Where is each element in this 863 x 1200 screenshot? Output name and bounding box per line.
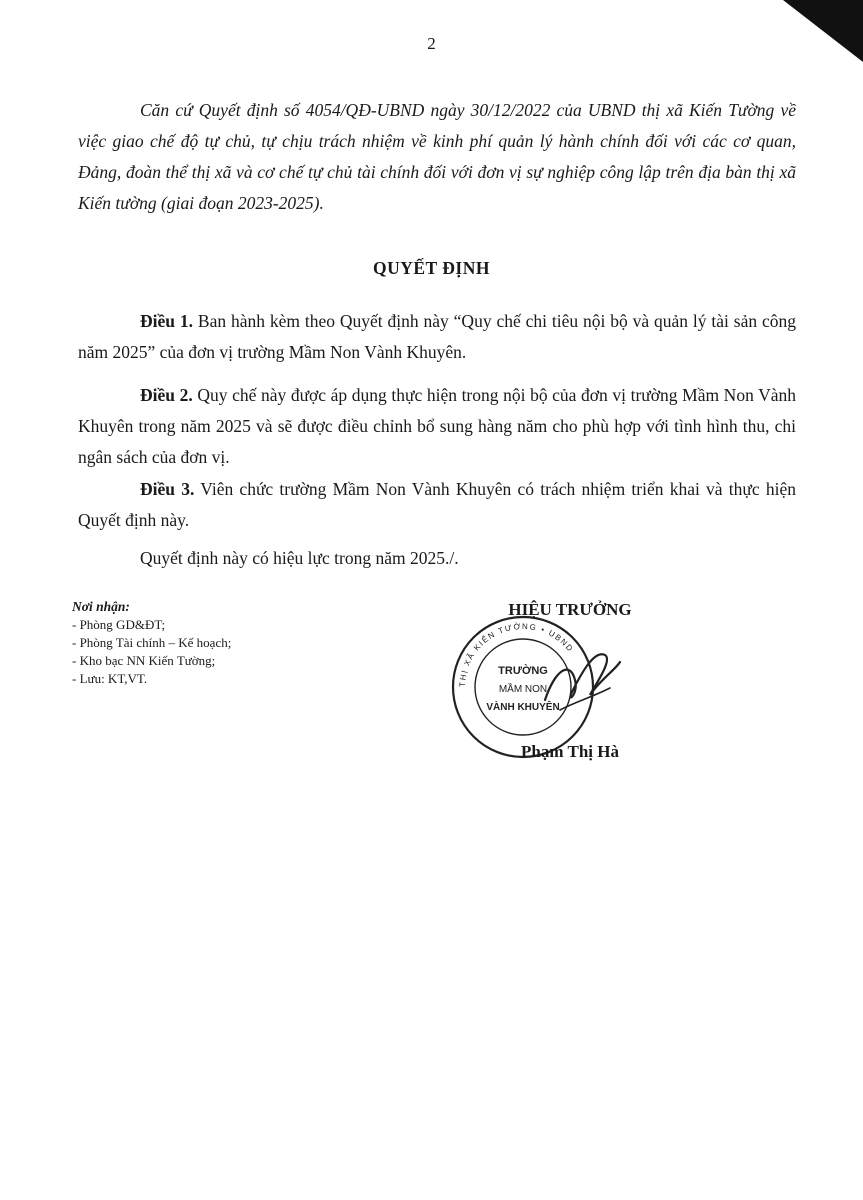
stamp-line-2: MẦM NON	[498, 684, 548, 695]
article-3-label: Điều 3.	[140, 479, 195, 499]
recipient-item: - Kho bạc NN Kiến Tường;	[72, 653, 216, 668]
recipient-item: - Phòng GD&ĐT;	[72, 617, 166, 632]
article-1	[78, 306, 796, 368]
article-2	[78, 380, 796, 473]
page-number: 2	[427, 34, 436, 53]
preamble-paragraph: Căn cứ Quyết định số 4054/QĐ-UBND ngày 30/12/2022 của UBND thị xã Kiến Tường về việc giao chế độ tự chủ, tự chịu trách nhiệm về kinh phí quản lý hành chính đối với các cơ quan, Đảng, đoàn thể thị xã và cơ chế tự chủ tài chính đối với đơn vị sự nghiệp công lập trên địa bàn thị xã Kiến tường (giai đoạn 2023-2025).	[78, 100, 796, 213]
closing-statement: Quyết định này có hiệu lực trong năm 2025./.	[140, 548, 459, 568]
decision-title: QUYẾT ĐỊNH	[373, 258, 490, 278]
stamp-ring-text: THỊ XÃ KIẾN TƯỜNG • UBND	[457, 621, 576, 688]
stamp-line-1: TRƯỜNG	[498, 665, 548, 677]
stamp-line-3: VÀNH KHUYÊN	[486, 702, 560, 713]
recipients-list	[72, 616, 372, 688]
article-3-text: Viên chức trường Mầm Non Vành Khuyên có trách nhiệm triển khai và thực hiện Quyết định này.	[78, 479, 796, 530]
recipients-block	[72, 598, 372, 688]
recipients-heading: Nơi nhận:	[72, 599, 130, 614]
article-2-label: Điều 2.	[140, 385, 193, 405]
handwritten-signature	[535, 640, 625, 720]
article-1-text: Ban hành kèm theo Quyết định này “Quy chế chi tiêu nội bộ và quản lý tài sản công năm 2025” của đơn vị trường Mầm Non Vành Khuyên.	[78, 311, 796, 362]
article-1-label: Điều 1.	[140, 311, 194, 331]
article-2-text: Quy chế này được áp dụng thực hiện trong nội bộ của đơn vị trường Mầm Non Vành Khuyên trong năm 2025 và sẽ được điều chỉnh bổ sung hàng năm cho phù hợp với tình hình thu, chi ngân sách của đơn vị.	[78, 385, 797, 467]
article-3	[78, 474, 796, 536]
signer-title: HIỆU TRƯỞNG	[508, 600, 632, 619]
signer-name: Phạm Thị Hà	[521, 742, 619, 761]
recipient-item: - Phòng Tài chính – Kế hoạch;	[72, 635, 232, 650]
recipient-item: - Lưu: KT,VT.	[72, 671, 148, 686]
